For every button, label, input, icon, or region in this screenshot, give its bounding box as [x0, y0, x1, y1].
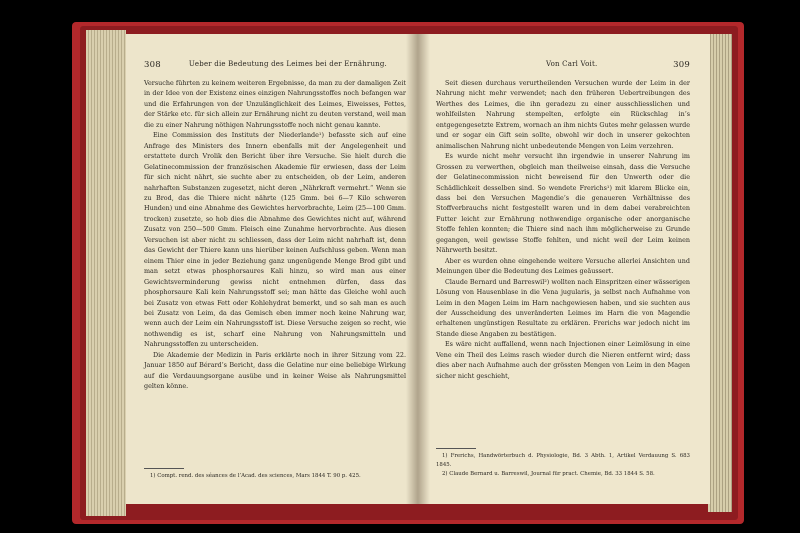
right-running-header [436, 60, 690, 70]
footnote-rule [144, 468, 184, 469]
left-body-text [144, 78, 406, 392]
paragraph: Versuche führten zu keinem weiteren Ergebnisse, da man zu der damaligen Zeit in der Idee von der Existenz eines einzigen Nahrungsstoffes noch befangen war und die Erfahrungen von der Unzulänglichkeit des Leimes, Eiweisses, Fettes, der Stärke etc. für sich allein zur Ernährung nicht zu deuten verstand, weil man die zu einer Nahrung nöthigen Nahrungsstoffe noch nicht genau kannte. [144, 79, 406, 129]
footnote: 2) Claude Bernard u. Barreswil, Journal für pract. Chemie, Bd. 33 1844 S. 58. [442, 471, 655, 477]
paragraph: Seit diesen durchaus verurtheilenden Versuchen wurde der Leim in der Nahrung nicht mehr verwendet; nach den früheren Uebertreibungen des Werthes des Leimes, die ihn geradezu zu einer ausschliesslichen und wohlfeilsten Nahrung stempelten, erfolgte ein Rückschlag in’s entgegengesetzte Extrem, wornach an ihm nichts Gutes mehr gelassen wurde und er sogar ein Gift sein sollte, obwohl wir doch in unserer gekochten animalischen Nahrung nicht unbedeutende Mengen von Leim verzehren. [436, 79, 690, 150]
right-page-number: 309 [673, 60, 690, 70]
footnote: 1) Frerichs, Handwörterbuch d. Physiologie, Bd. 3 Abth. 1, Artikel Verdauung S. 683 1845. [436, 453, 690, 468]
right-footnotes [436, 452, 690, 479]
paragraph: Es wurde nicht mehr versucht ihn irgendwie in unserer Nahrung im Grossen zu verwerthen, obgleich man theilweise einsah, dass die Versuche der Gelatinecommission nicht beweisend für den Unwerth oder die Schädlichkeit desselben sind. So wendete Frerichs¹) mit klarem Blicke ein, dass bei den Versuchen Magendie’s die genaueren Verhältnisse des Stoffverbrauchs nicht festgestellt waren und in dem dabei verabreichten Futter leicht zur Ernährung nothwendige organische oder anorganische Stoffe fehlen konnten; die Thiere sind nach ihm möglicherweise zu Grunde gegangen, weil gewisse Stoffe fehlten, und nicht weil der Leim keinen Nährwerth besitzt. [436, 152, 690, 255]
paragraph: Die Akademie der Medizin in Paris erklärte noch in ihrer Sitzung vom 22. Januar 1850 auf Bérard’s Bericht, dass die Gelatine nur eine beliebige Wirkung auf die Verdauungsorgane ausübe und in keiner Weise als Nahrungsmittel gelten könne. [144, 350, 406, 391]
book-gutter-shadow [406, 34, 430, 504]
left-page [126, 34, 418, 504]
paragraph: Es wäre nicht auffallend, wenn nach Injectionen einer Leimlösung in eine Vene ein Theil des Leims rasch wieder durch die Nieren entfernt wird; dass dies aber nach Aufnahme auch der grössten Mengen von Leim in den Magen sicher nicht geschieht, [436, 340, 690, 380]
paragraph: Claude Bernard und Barreswil²) wollten nach Einspritzen einer wässerigen Lösung von Hausenblase in die Vena jugularis, ja selbst nach Aufnahme von Leim in den Magen Leim im Harn nachgewiesen haben, und sie suchten aus der Ausscheidung des unveränderten Leimes im Harn die von Magendie erhaltenen ungünstigen Resultate zu erklären. Frerichs war jedoch nicht im Stande diese Angaben zu bestätigen. [436, 277, 690, 338]
paragraph: Eine Commission des Instituts der Niederlande¹) befasste sich auf eine Anfrage des Ministers des Innern ebenfalls mit der Angelegenheit und erstattete durch Vrolik den Bericht über ihre Versuche. Sie hielt durch die Gelatinecommission der französischen Akademie für erwiesen, dass der Leim für sich nicht nährt, sie suchte aber zu entscheiden, ob der Leim, anderen nahrhaften Substanzen zugesetzt, nicht deren „Nährkraft vermehrt.“ Wenn sie zu Brod, das die Thiere nicht nährte (125 Gmm. bei 6—7 Kilo schweren Hunden) und eine Abnahme des Gewichtes hervorbrachte, Leim (25—100 Gmm. trocken) zusetzte, so hob dies die Abnahme des Gewichtes nicht auf, während Zusatz von 250—500 Gmm. Fleisch eine Zunahme hervorbrachte. Aus diesen Versuchen ist aber nicht zu schliessen, dass der Leim nicht nahrhaft ist, denn das Gewicht der Thiere kann uns hierüber keinen Aufschluss geben. Wenn man einem Thier eine in jeder Beziehung ganz ungenügende Menge Brod gibt und man setzt etwas phosphorsaures Kali hinzu, so wird man aus einer Gewichtsverminderung gewiss nicht entnehmen dürfen, dass das phosphorsaure Kali kein Nahrungsstoff sei; man hätte das Gleiche wohl auch bei Zusatz von etwas Fett oder Kohlehydrat bemerkt, und so sah man es auch bei Zusatz von Leim, da das Gemisch eben immer noch keine Nahrung war, wenn auch der Leim ein Nahrungsstoff ist. Diese Versuche zeigen so recht, wie nothwendig es ist, scharf eine Nahrung von Nahrungsmitteln und Nahrungsstoffen zu unterscheiden. [144, 131, 406, 349]
right-page [418, 34, 710, 504]
paragraph: Aber es wurden ohne eingehende weitere Versuche allerlei Ansichten und Meinungen über die Bedeutung des Leimes geäussert. [436, 256, 690, 276]
footnote: 1) Compt. rend. des séances de l’Acad. des sciences, Mars 1844 T. 90 p. 425. [150, 473, 361, 479]
footnote-rule [436, 448, 476, 449]
left-page-number: 308 [144, 60, 161, 70]
left-running-head: Ueber die Bedeutung des Leimes bei der Ernährung. [188, 60, 387, 68]
page-edges-right [708, 34, 732, 512]
left-running-header [144, 60, 404, 70]
right-body-text [436, 78, 690, 381]
left-footnotes [144, 472, 406, 481]
right-running-head: Von Carl Voit. [546, 60, 598, 68]
page-edges-left [86, 30, 126, 516]
